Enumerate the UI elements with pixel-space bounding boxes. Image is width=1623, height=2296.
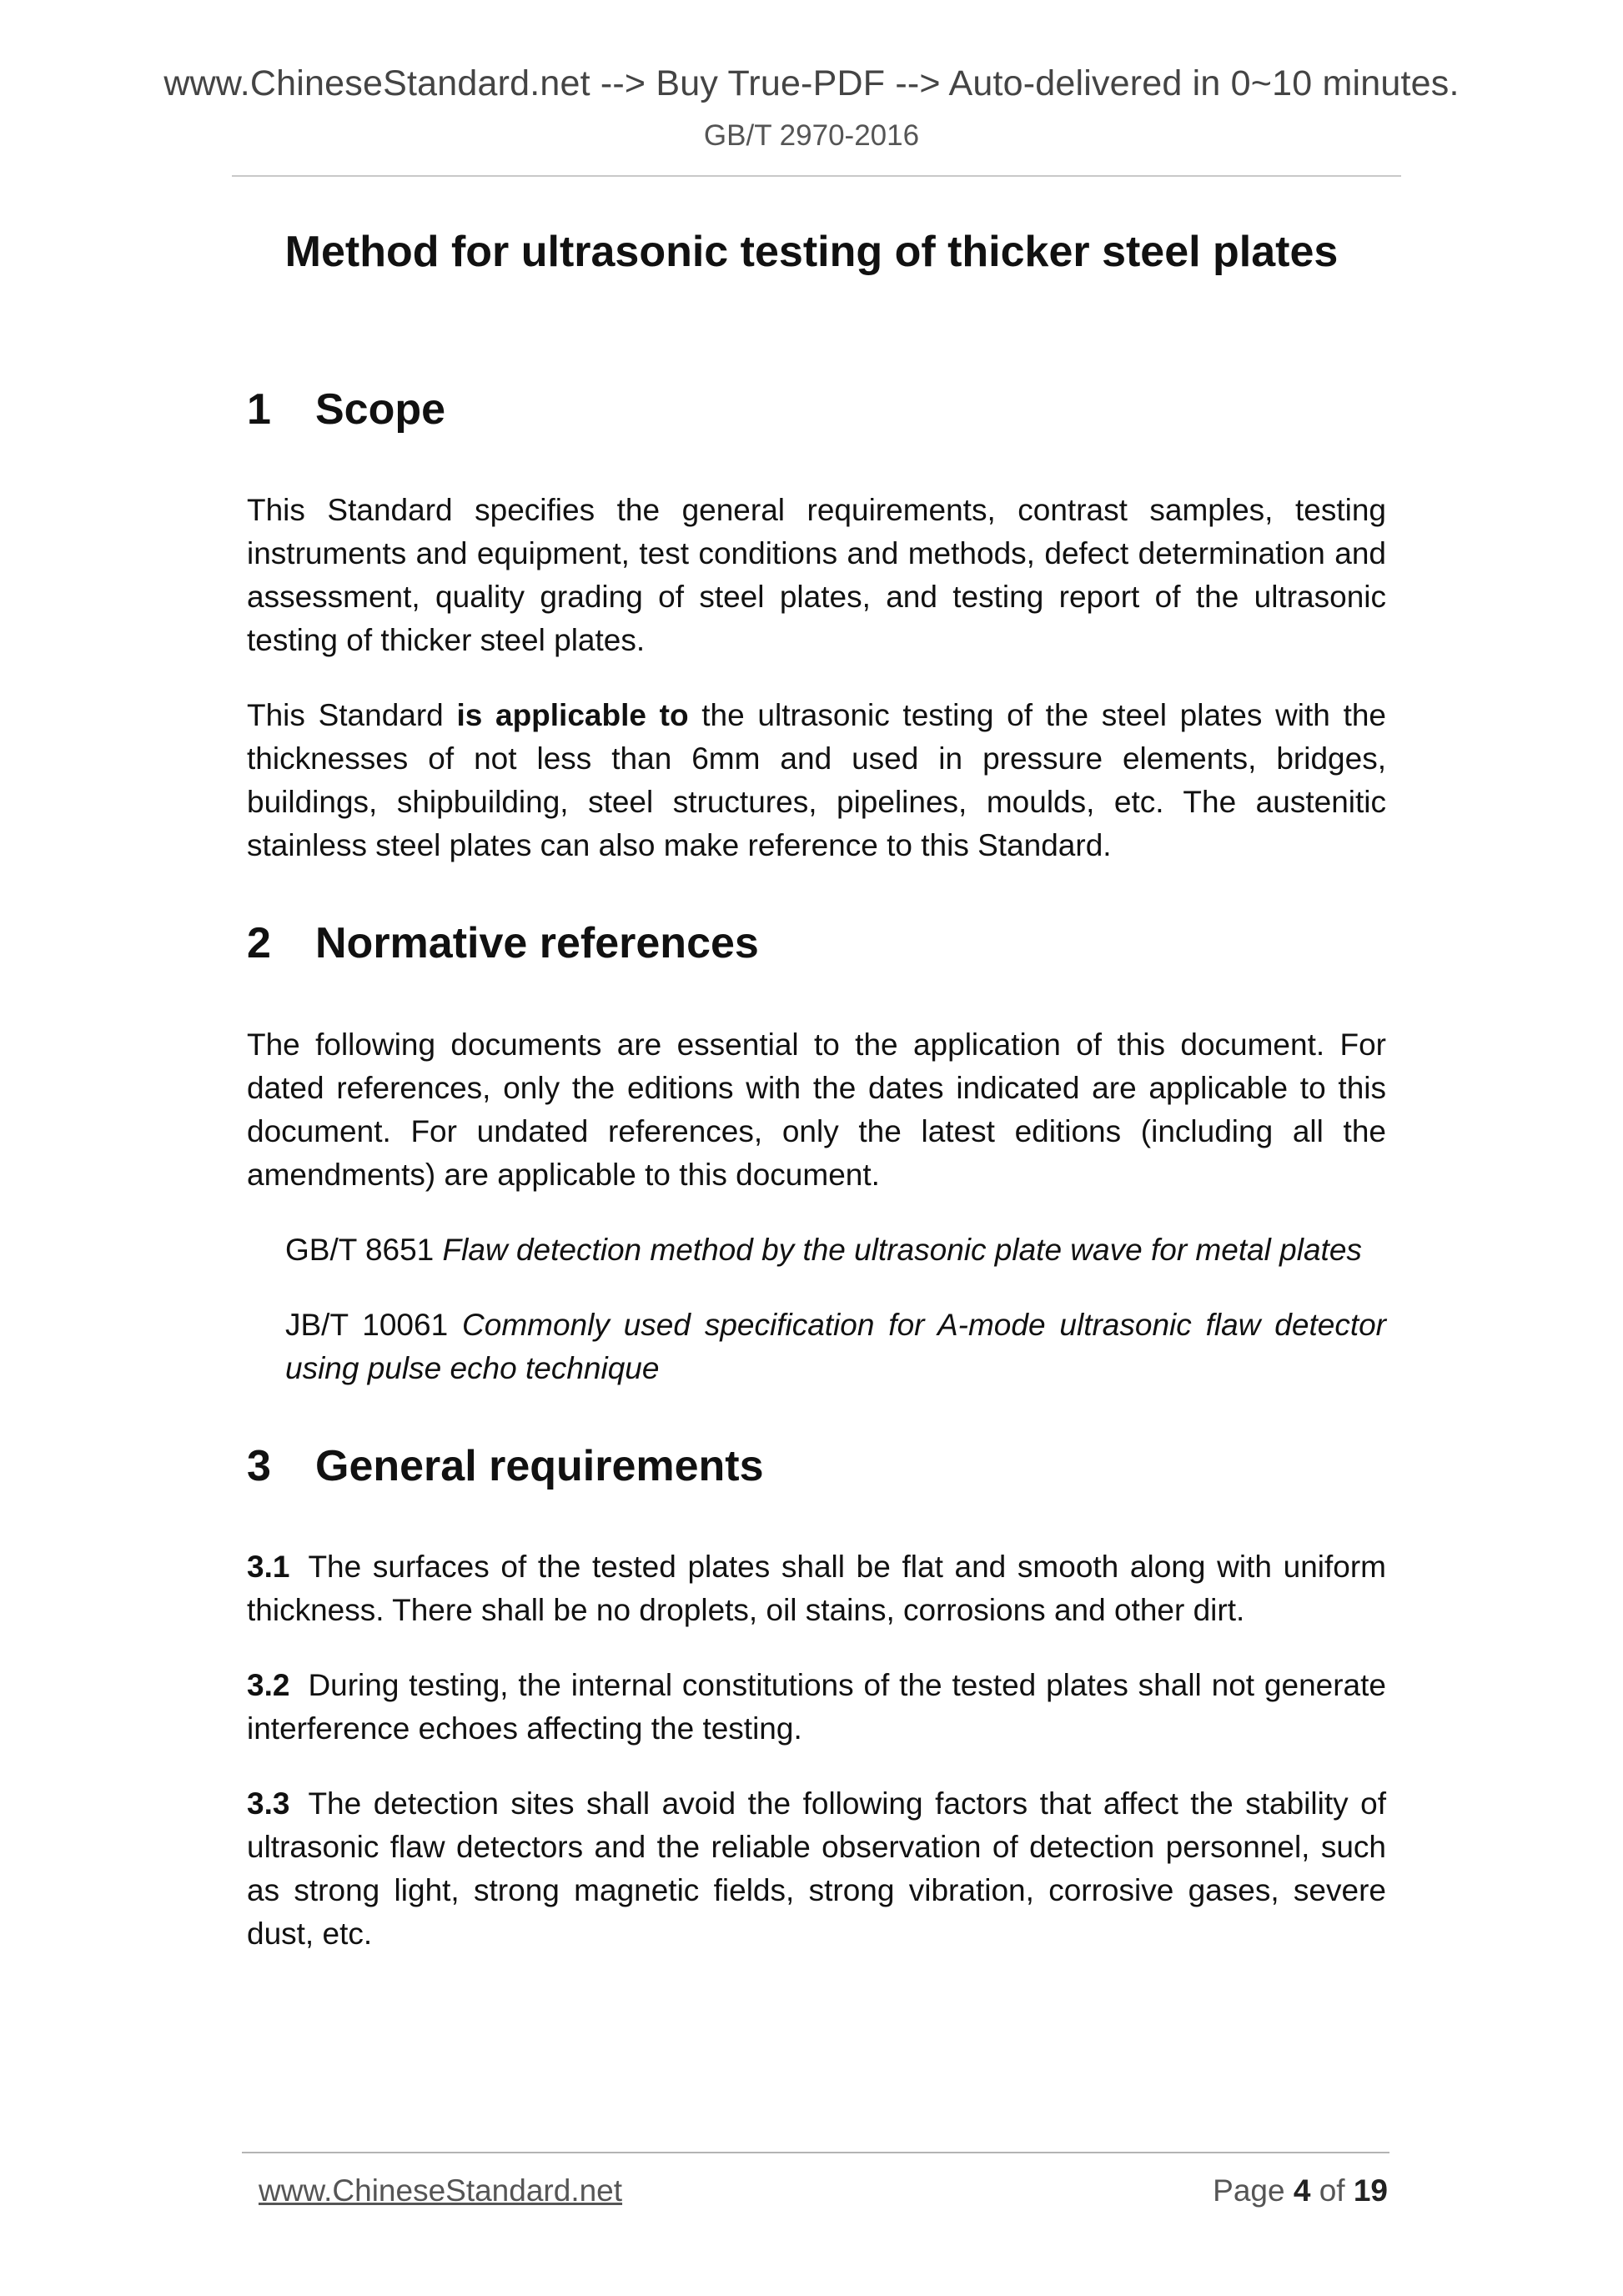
reference-code: JB/T 10061 xyxy=(285,1307,449,1342)
section-title: General requirements xyxy=(315,1441,764,1490)
reference-item xyxy=(285,1304,1386,1390)
scope-paragraph-2 xyxy=(247,694,1386,867)
clause-text: The surfaces of the tested plates shall be flat and smooth along with uniform thickness. There shall be no droplets, oil stains, corrosions and other dirt. xyxy=(247,1550,1386,1628)
header-divider xyxy=(232,175,1401,177)
page-indicator xyxy=(1213,2173,1388,2208)
section-number: 2 xyxy=(247,919,271,968)
section-2-heading xyxy=(247,917,1386,969)
total-pages: 19 xyxy=(1353,2173,1388,2208)
scope-text-lead: This Standard xyxy=(247,698,457,733)
scope-paragraph-1: This Standard specifies the general requirements, contrast samples, testing instruments and equipment, test conditions and methods, defect determination and assessment, quality grading of steel plates, and testing report of the ultrasonic testing of thicker steel plates. xyxy=(247,493,1386,658)
clause-3-3 xyxy=(247,1782,1386,1956)
scope-emphasis: is applicable to xyxy=(456,698,689,733)
references-intro: The following documents are essential to the application of this document. For dated references, only the editions with the dates indicated are applicable to this document. For undated references, only the latest editions (including all the amendments) are applicable to this document. xyxy=(247,1027,1386,1192)
document-body xyxy=(247,384,1386,1956)
scope-text-rest: the ultrasonic testing of the steel plates with the thicknesses of not less than 6mm and used in pressure elements, bridges, buildings, shipbuilding, steel structures, pipelines, moulds, etc. The austenitic stainless steel plates can also make reference to this Standard. xyxy=(247,698,1386,863)
clause-3-1 xyxy=(247,1545,1386,1632)
section-title: Scope xyxy=(315,385,446,434)
clause-number: 3.1 xyxy=(247,1550,290,1585)
reference-title: Flaw detection method by the ultrasonic plate wave for metal plates xyxy=(442,1232,1362,1267)
page-separator: of xyxy=(1310,2173,1354,2208)
current-page: 4 xyxy=(1293,2173,1311,2208)
reference-item xyxy=(285,1228,1386,1272)
reference-title: Commonly used specification for A-mode ultrasonic flaw detector using pulse echo technique xyxy=(285,1307,1386,1385)
footer-website-link[interactable]: www.ChineseStandard.net xyxy=(259,2173,623,2208)
clause-3-2 xyxy=(247,1664,1386,1751)
header-banner: www.ChineseStandard.net --> Buy True-PDF --> Auto-delivered in 0~10 minutes. xyxy=(163,63,1460,103)
section-number: 3 xyxy=(247,1441,271,1490)
section-number: 1 xyxy=(247,385,271,434)
clause-number: 3.2 xyxy=(247,1668,290,1703)
section-3-heading xyxy=(247,1440,1386,1492)
page-label: Page xyxy=(1213,2173,1294,2208)
clause-number: 3.3 xyxy=(247,1786,290,1821)
header-standard-code: GB/T 2970-2016 xyxy=(703,119,920,152)
document-title: Method for ultrasonic testing of thicker steel plates xyxy=(284,228,1339,276)
reference-code: GB/T 8651 xyxy=(285,1232,435,1267)
section-title: Normative references xyxy=(315,919,759,968)
clause-text: The detection sites shall avoid the following factors that affect the stability of ultrasonic flaw detectors and the reliable observation of detection personnel, such as strong light, strong magnetic fields, strong vibration, corrosive gases, severe dust, etc. xyxy=(247,1786,1386,1952)
footer-divider xyxy=(242,2152,1389,2153)
clause-text: During testing, the internal constitutions of the tested plates shall not generate interference echoes affecting the testing. xyxy=(247,1668,1386,1746)
section-1-heading xyxy=(247,384,1386,435)
